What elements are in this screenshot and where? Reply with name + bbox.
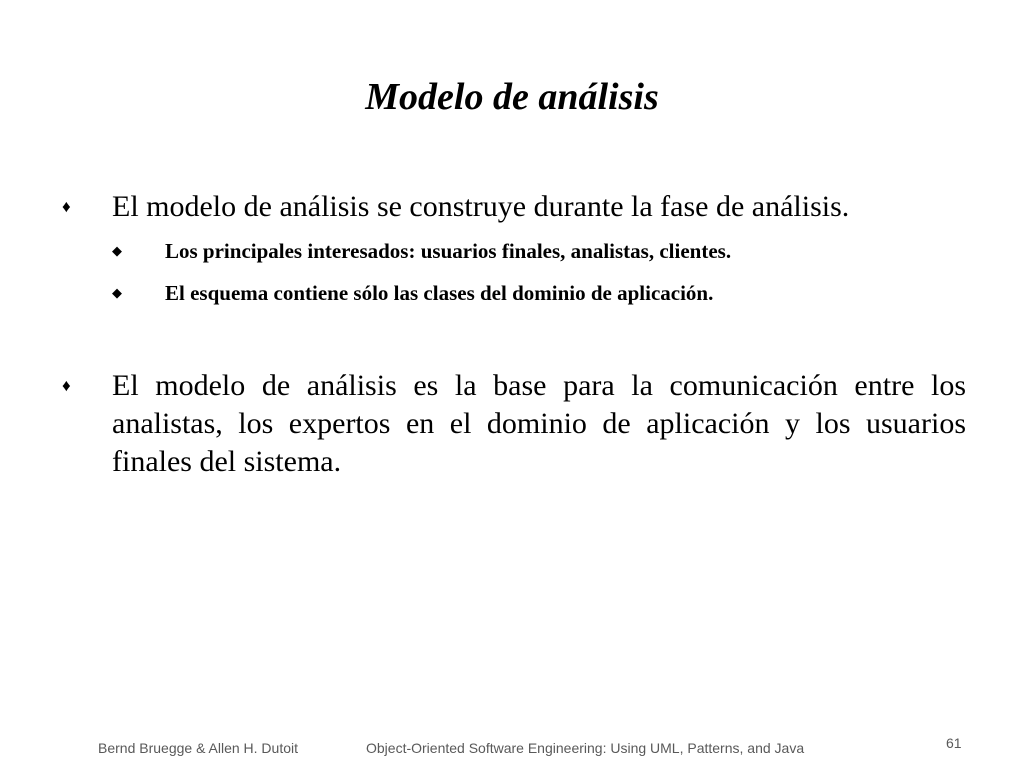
- bullet-item: [62, 367, 966, 481]
- sub-bullet-item: [112, 237, 972, 265]
- sub-bullet-item: [112, 279, 972, 307]
- bullet-item: [62, 188, 966, 226]
- footer-book-title: Object-Oriented Software Engineering: Using UML, Patterns, and Java: [366, 740, 805, 756]
- footer-authors: Bernd Bruegge & Allen H. Dutoit: [98, 740, 299, 756]
- sub-bullet-text: El esquema contiene sólo las clases del dominio de aplicación.: [165, 281, 714, 305]
- sub-bullet-text: Los principales interesados: usuarios finales, analistas, clientes.: [165, 239, 732, 263]
- bullet-text: El modelo de análisis se construye durante la fase de análisis.: [112, 190, 850, 223]
- diamond-bullet-icon: ♦: [62, 197, 71, 216]
- diamond-bullet-icon: ◆: [112, 285, 122, 300]
- slide-title: Modelo de análisis: [365, 76, 659, 118]
- page-number: 61: [946, 735, 962, 751]
- diamond-bullet-icon: ♦: [62, 376, 71, 395]
- diamond-bullet-icon: ◆: [112, 243, 122, 258]
- bullet-text: El modelo de análisis es la base para la comunicación entre los analistas, los expertos en el dominio de aplicación y los usuarios finales del sistema.: [112, 369, 966, 478]
